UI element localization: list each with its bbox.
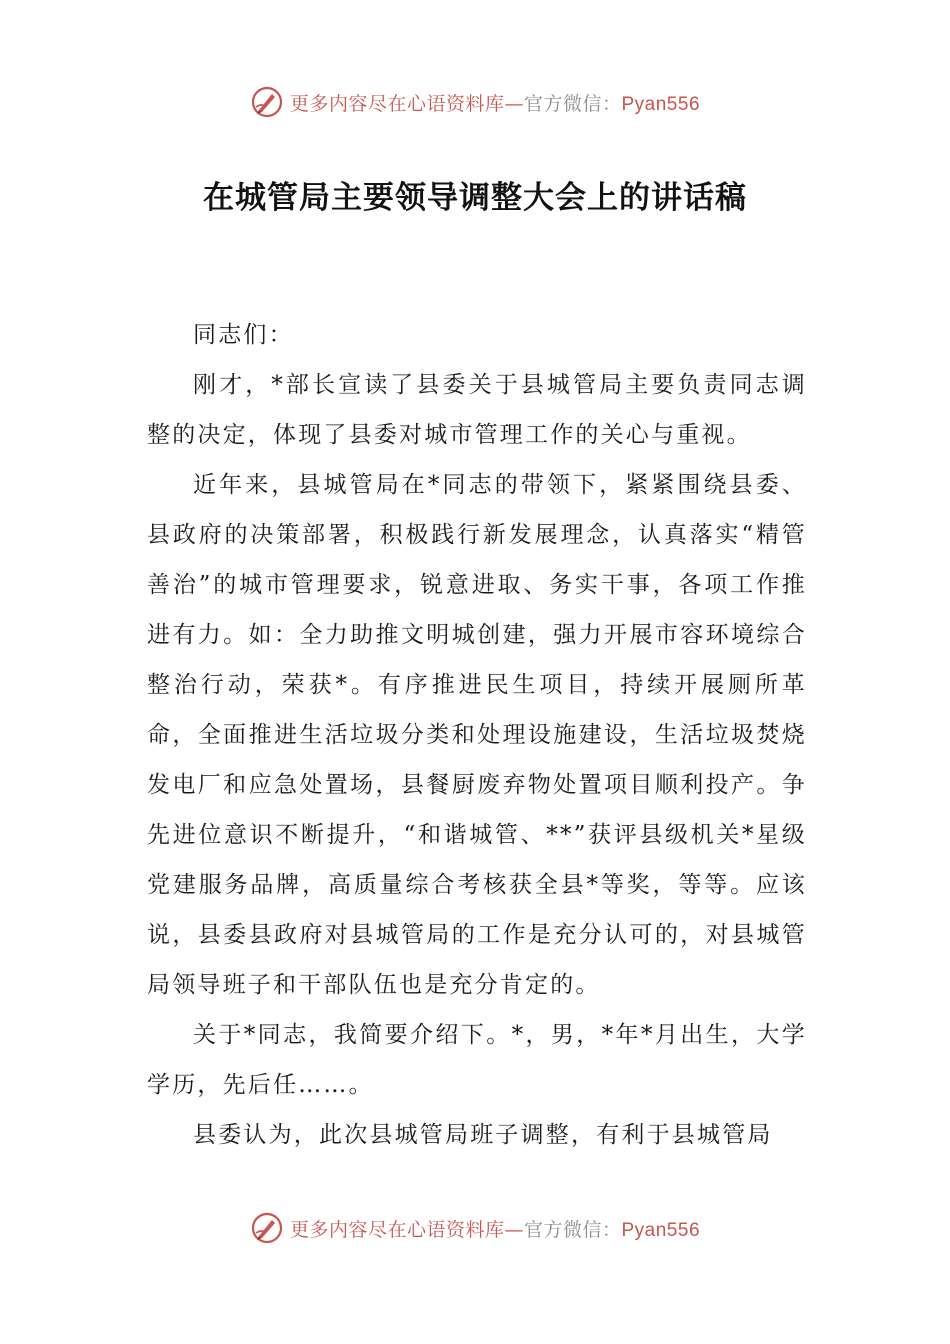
banner-site-text: 更多内容尽在心语资料库	[289, 92, 505, 115]
paragraph: 近年来，县城管局在*同志的带领下，紧紧围绕县委、县政府的决策部署，积极践行新发展理念，认真落实“精管善治”的城市管理要求，锐意进取、务实干事，各项工作推进有力。如：全力助推文明城创建，强力开展市容环境综合整治行动，荣获*。有序推进民生项目，持续开展厕所革命，全面推进生活垃圾分类和处理设施建设，生活垃圾焚烧发电厂和应急处置场，县餐厨废弃物处置项目顺利投产。争先进位意识不断提升，“和谐城管、**”获评县级机关*星级党建服务品牌，高质量综合考核获全县*等奖，等等。应该说，县委县政府对县城管局的工作是充分认可的，对县城管局领导班子和干部队伍也是充分肯定的。	[147, 472, 807, 998]
pen-logo-icon	[250, 1211, 284, 1245]
banner-separator: —	[504, 1218, 524, 1241]
paragraph-salutation: 同志们：	[193, 322, 294, 348]
banner-separator: —	[504, 92, 524, 115]
banner-wechat-label: 官方微信：	[523, 1219, 622, 1241]
paragraph: 县委认为，此次县城管局班子调整，有利于县城管局	[193, 1122, 773, 1148]
document-title: 在城管局主要领导调整大会上的讲话稿	[203, 180, 747, 216]
header-banner	[0, 82, 950, 122]
paragraph: 刚才，*部长宣读了县委关于县城管局主要负责同志调整的决定，体现了县委对城市管理工作的关心与重视。	[147, 372, 807, 448]
footer-banner	[0, 1208, 950, 1248]
document-body	[147, 310, 807, 1160]
banner-wechat-id: Pyan556	[621, 1219, 701, 1241]
banner-wechat-id: Pyan556	[621, 93, 701, 115]
banner-site-text: 更多内容尽在心语资料库	[289, 1218, 505, 1241]
pen-logo-icon	[250, 85, 284, 119]
banner-text	[290, 1215, 700, 1242]
banner-text	[290, 89, 700, 116]
banner-wechat-label: 官方微信：	[523, 93, 622, 115]
paragraph: 关于*同志，我简要介绍下。*，男，*年*月出生，大学学历，先后任……。	[147, 1022, 807, 1098]
